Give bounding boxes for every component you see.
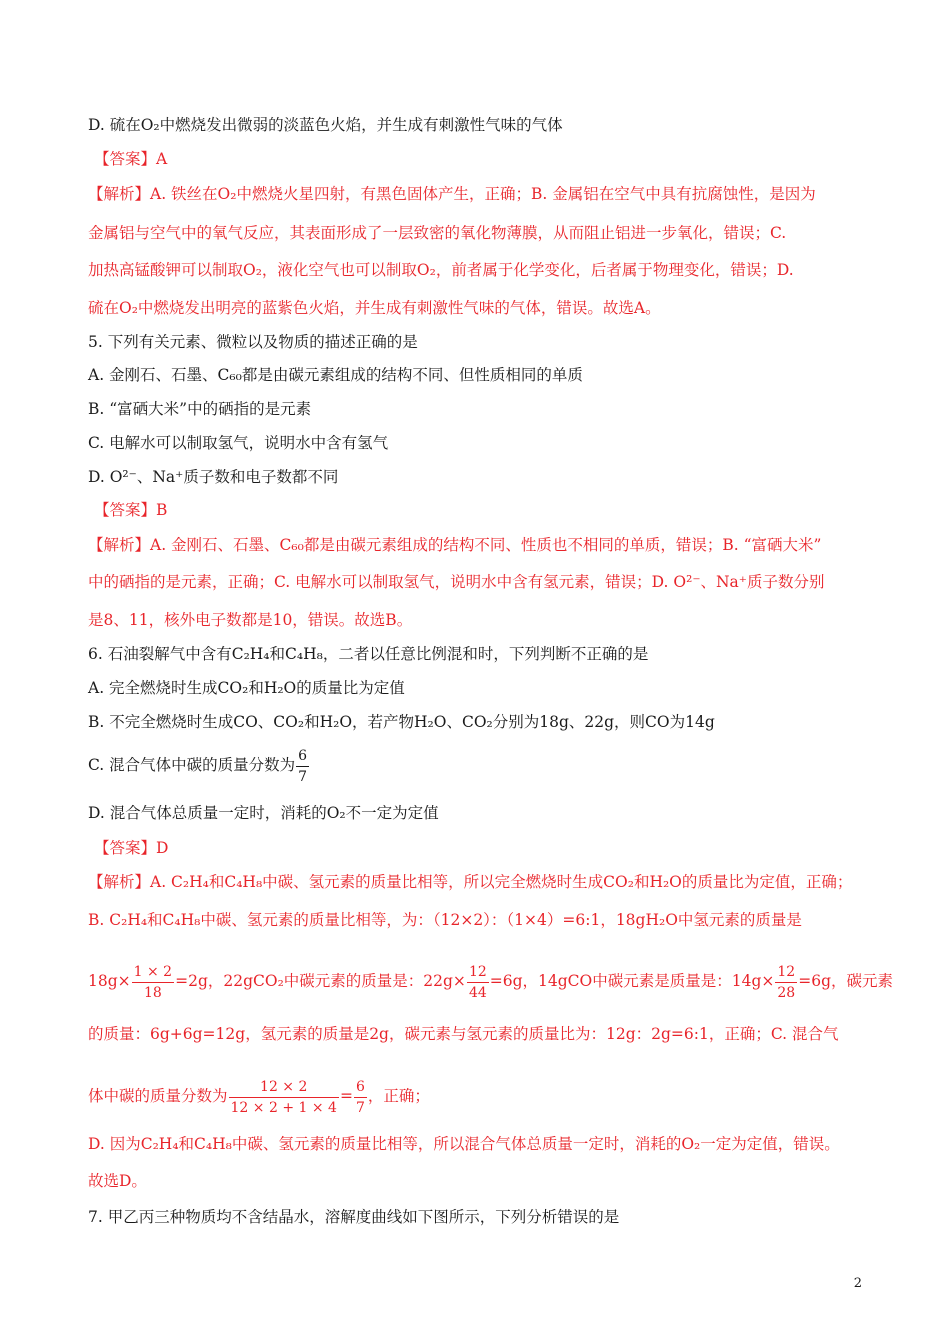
question-5: 5. 下列有关元素、微粒以及物质的描述正确的是 [88,333,418,351]
explanation-6-line-7: 故选D。 [88,1172,147,1190]
calc-text: =2g，22gCO₂中碳元素的质量是：22g× [175,972,466,990]
fraction-numerator: 12 [775,964,797,983]
fraction [467,964,489,1001]
page-number: 2 [853,1276,862,1291]
explanation-4-line-1: 【解析】A. 铁丝在O₂中燃烧火星四射，有黑色固体产生，正确；B. 金属铝在空气中具有抗腐蚀性，是因为 [88,185,816,203]
calc-text: ，正确； [367,1087,430,1105]
fraction [354,1079,367,1116]
explanation-6-line-2: B. C₂H₄和C₄H₈中碳、氢元素的质量比相等，为：（12×2）：（1×4）=6:1，18gH₂O中氢元素的质量是 [88,911,802,929]
fraction-numerator: 12 [467,964,489,983]
answer-6: 【答案】D [94,839,169,857]
option-5d: D. O²⁻、Na⁺质子数和电子数都不同 [88,468,339,486]
explanation-5-line-3: 是8、11，核外电子数都是10，错误。故选B。 [88,611,413,629]
option-6d: D. 混合气体总质量一定时，消耗的O₂不一定为定值 [88,804,439,822]
fraction [132,964,174,1001]
fraction-numerator: 6 [354,1079,367,1098]
calc-text: =6g，14gCO中碳元素是质量是：14g× [489,972,775,990]
fraction-denominator: 44 [468,984,487,1001]
fraction-denominator: 18 [143,984,162,1001]
fraction [229,1079,339,1116]
option-6c [88,745,870,785]
option-5b: B. “富硒大米”中的硒指的是元素 [88,400,312,418]
fraction-six-sevenths [296,748,309,785]
fraction-denominator: 28 [777,984,796,1001]
fraction-numerator: 6 [296,748,309,767]
explanation-5-line-2: 中的硒指的是元素，正确；C. 电解水可以制取氢气，说明水中含有氢元素，错误；D. O²⁻、Na⁺质子数分别 [88,573,825,591]
calc-text: = [339,1087,353,1105]
calc-text: =6g，碳元素 [798,972,893,990]
answer-5: 【答案】B [94,501,168,519]
explanation-6-line-4: 的质量：6g+6g=12g，氢元素的质量是2g，碳元素与氢元素的质量比为：12g：2g=6:1，正确；C. 混合气 [88,1025,839,1043]
option-6c-text: C. 混合气体中碳的质量分数为 [88,756,296,774]
option-6b: B. 不完全燃烧时生成CO、CO₂和H₂O，若产物H₂O、CO₂分别为18g、22g，则CO为14g [88,713,715,731]
option-5a: A. 金刚石、石墨、C₆₀都是由碳元素组成的结构不同、但性质相同的单质 [88,366,583,384]
explanation-6-line-5 [88,1071,870,1121]
fraction-denominator: 7 [355,1099,365,1116]
explanation-4-line-3: 加热高锰酸钾可以制取O₂，液化空气也可以制取O₂，前者属于化学变化，后者属于物理变化，错误；D. [88,261,794,279]
fraction-denominator: 7 [298,768,308,785]
fraction-numerator: 1 × 2 [132,964,174,983]
fraction-denominator: 12 × 2 + 1 × 4 [230,1099,337,1116]
explanation-6-line-1: 【解析】A. C₂H₄和C₄H₈中碳、氢元素的质量比相等，所以完全燃烧时生成CO₂和H₂O的质量比为定值，正确； [88,873,853,891]
explanation-4-line-2: 金属铝与空气中的氧气反应，其表面形成了一层致密的氧化物薄膜，从而阻止铝进一步氧化，错误；C. [88,224,787,242]
fraction-numerator: 12 × 2 [229,1079,339,1098]
option-5c: C. 电解水可以制取氢气，说明水中含有氢气 [88,434,389,452]
explanation-4-line-4: 硫在O₂中燃烧发出明亮的蓝紫色火焰，并生成有刺激性气味的气体，错误。故选A。 [88,299,661,317]
explanation-6-line-3 [88,956,893,1006]
option-4d: D. 硫在O₂中燃烧发出微弱的淡蓝色火焰，并生成有刺激性气味的气体 [88,116,563,134]
answer-4: 【答案】A [94,150,168,168]
calc-text: 18g× [88,972,131,990]
fraction [775,964,797,1001]
option-6a: A. 完全燃烧时生成CO₂和H₂O的质量比为定值 [88,679,405,697]
explanation-6-line-6: D. 因为C₂H₄和C₄H₈中碳、氢元素的质量比相等，所以混合气体总质量一定时，消耗的O₂一定为定值，错误。 [88,1135,840,1153]
question-6: 6. 石油裂解气中含有C₂H₄和C₄H₈，二者以任意比例混和时，下列判断不正确的是 [88,645,649,663]
explanation-5-line-1: 【解析】A. 金刚石、石墨、C₆₀都是由碳元素组成的结构不同、性质也不相同的单质，错误；B. “富硒大米” [88,536,822,554]
calc-text: 体中碳的质量分数为 [88,1087,228,1105]
question-7: 7. 甲乙丙三种物质均不含结晶水，溶解度曲线如下图所示，下列分析错误的是 [88,1208,620,1226]
